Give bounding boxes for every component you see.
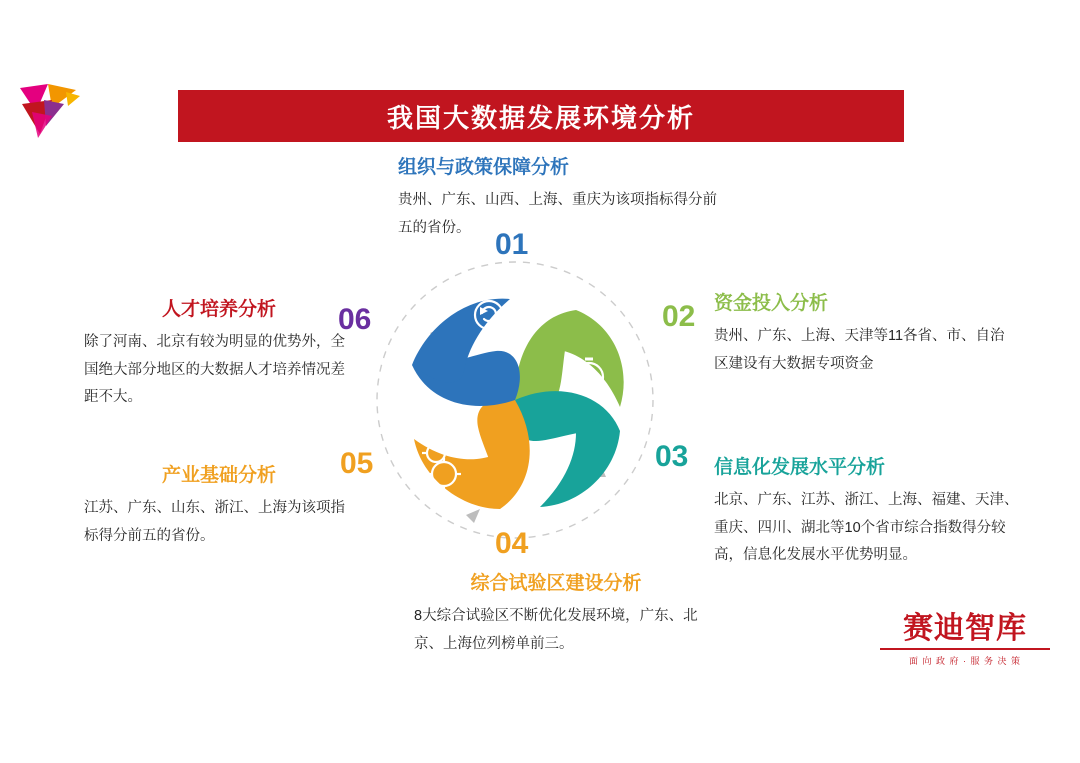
segment-body-06: 除了河南、北京有较为明显的优势外，全国绝大部分地区的大数据人才培养情况差距不大。 (84, 334, 345, 406)
plus-circle-icon (529, 463, 557, 491)
segment-number-05: 05 (340, 447, 374, 480)
segment-block-06 (84, 294, 354, 412)
segment-block-05 (84, 460, 354, 550)
segment-body-02: 贵州、广东、上海、天津等11各省、市、自治区建设有大数据专项资金 (714, 328, 1005, 372)
segment-block-02 (714, 288, 1014, 378)
page-title-banner (178, 90, 904, 142)
segment-title-06: 人才培养分析 (161, 299, 276, 320)
segment-block-01 (398, 152, 728, 242)
brand-name: 赛迪智库 (903, 612, 1027, 645)
segment-number-03: 03 (655, 440, 689, 473)
brand-logo (880, 612, 1050, 667)
segment-block-04 (396, 568, 716, 658)
triangular-ribbon-logo-icon (18, 82, 86, 144)
brand-tagline: 面 向 政 府 · 服 务 决 策 (908, 656, 1021, 666)
brand-divider (880, 648, 1050, 650)
swirl-diagram (370, 255, 660, 545)
segment-number-04: 04 (495, 527, 529, 560)
segment-body-05: 江苏、广东、山东、浙江、上海为该项指标得分前五的省份。 (84, 500, 345, 544)
segment-number-02: 02 (662, 300, 696, 333)
segment-block-03 (714, 452, 1024, 570)
segment-title-05: 产业基础分析 (161, 465, 276, 486)
segment-number-01: 01 (495, 228, 529, 261)
segment-body-03: 北京、广东、江苏、浙江、上海、福建、天津、重庆、四川、湖北等10个省市综合指数得分较高，信息化发展水平优势明显。 (714, 492, 1019, 564)
segment-body-01: 贵州、广东、山西、上海、重庆为该项指标得分前五的省份。 (398, 192, 717, 236)
segment-title-04: 综合试验区建设分析 (470, 573, 642, 594)
page-title: 我国大数据发展环境分析 (386, 103, 695, 133)
segment-body-04: 8大综合试验区不断优化发展环境，广东、北京、上海位列榜单前三。 (414, 608, 698, 652)
segment-title-01: 组织与政策保障分析 (398, 157, 570, 178)
segment-number-06: 06 (338, 303, 372, 336)
segment-title-02: 资金投入分析 (714, 293, 829, 314)
segment-title-03: 信息化发展水平分析 (714, 457, 886, 478)
